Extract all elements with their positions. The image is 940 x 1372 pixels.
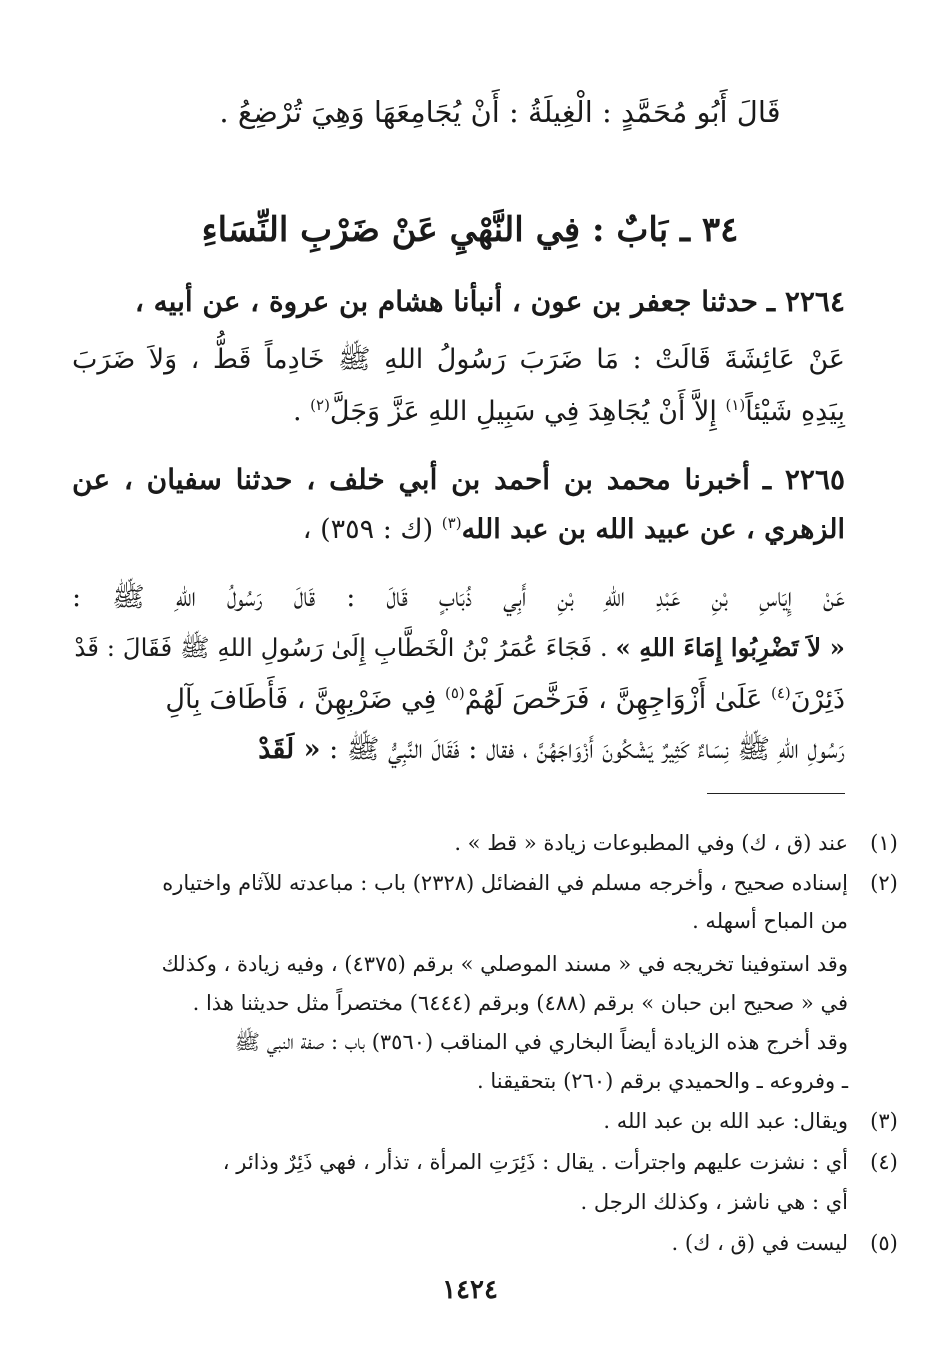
footnote-2-line: ـ وفروعه ـ والحميدي برقم (٢٦٠) بتحقيقنا . [476,1069,848,1093]
hadith-2265-isnad-line1 [72,460,845,500]
source-ref: (ك : ٣٥٩) ، [302,514,442,545]
footnote-text: عند (ق ، ك) وفي المطبوعات زيادة « قط » . [454,831,848,855]
footnote-number: (٤) [870,1150,898,1174]
footnote-text: ليست في (ق ، ك) . [671,1231,848,1255]
footnote-2-line: وقد أخرج هذه الزيادة أيضاً البخاري في المناقب (٣٥٦٠) باب : صفة النبي ﷺ [234,1030,848,1054]
hadith-2264-matn-line1: عَنْ عَائِشَةَ قَالَتْ : مَا ضَرَبَ رَسُولُ اللهِ ﷺ خَادِماً قَطُّ ، وَلاَ ضَرَبَ [72,344,845,375]
hadith-2265-matn-line4 [72,730,845,770]
matn-text: . فَجَاءَ عُمَرُ بْنُ الْخَطَّابِ إِلَىٰ رَسُولِ اللهِ ﷺ فَقَالَ : قَدْ [74,633,616,662]
footnote-5 [72,1226,898,1260]
footnote-ref-3[interactable]: (٣) [441,514,462,532]
footnote-number: (٢) [870,871,898,895]
footnote-number: (١) [870,831,898,855]
footnote-separator [707,793,845,794]
footnote-4-line: أي : هي ناشز ، وكذلك الرجل . [580,1190,848,1214]
hadith-2265-matn-line2 [72,628,845,668]
hadith-number: ٢٢٦٤ ـ [766,285,845,318]
matn-text: فِي ضَرْبِهِنَّ ، فَأَطَافَ بِآلِ [165,684,445,715]
hadith-isnad: أخبرنا محمد بن أحمد بن أبي خلف ، حدثنا سفيان ، عن [72,463,750,496]
prophetic-saying: « لاَ تَضْرِبُوا إِمَاءَ اللهِ » [615,633,845,662]
footnote-ref-5[interactable]: (٥) [445,684,465,702]
footnote-text: أي : نشزت عليهم واجترأت . يقال : ذَئِرَتِ المرأة ، تذأر ، فهي ذَئِرٌ وذائر ، [222,1150,848,1174]
hadith-2265-matn-line3 [72,680,845,720]
footnote-3 [72,1104,898,1138]
top-line: قَالَ أَبُو مُحَمَّدٍ : الْغِيلَةُ : أَنْ يُجَامِعَهَا وَهِيَ تُرْضِعُ . [219,95,781,129]
footnote-2-line: وقد استوفينا تخريجه في « مسند الموصلي » برقم (٤٣٧٥) ، وفيه زيادة ، وكذلك [161,952,848,976]
footnote-2-line: في « صحيح ابن حبان » برقم (٤٨٨) وبرقم (٦٤٤٤) مختصراً مثل حديثنا هذا . [192,991,848,1015]
hadith-2264-isnad [72,282,845,322]
matn-text: رَسُولِ اللهِ ﷺ نِسَاءٌ كَثِيرٌ يَشْكُونَ أَزْوَاجَهُنَّ ، فقال : فَقَالَ النَّبِيُّ ﷺ : [320,734,845,765]
page-number: ١٤٢٤ [442,1275,498,1305]
hadith-number: ٢٢٦٥ ـ [762,463,846,496]
footnote-1 [72,826,898,860]
footnote-number: (٥) [870,1231,898,1255]
footnote-4 [72,1145,898,1179]
footnote-ref-1[interactable]: (١) [725,396,746,414]
footnote-text: ويقال: عبد الله بن عبد الله . [603,1109,848,1133]
hadith-2265-matn-line1: عَنْ إِيَاسِ بْنِ عَبْدِ اللهِ بْنِ أَبِي ذُبَابٍ قَالَ : قَالَ رَسُولُ اللهِ ﷺ : [72,582,845,613]
footnote-2-line: من المباح أسهله . [692,909,848,933]
hadith-2265-isnad-line2 [72,510,845,550]
footnote-number: (٣) [870,1109,898,1133]
prophetic-saying: « لَقَدْ [258,734,321,765]
matn-text: عَلَىٰ أَزْوَاجِهِنَّ ، فَرَخَّصَ لَهُمْ [464,684,771,715]
footnote-ref-2[interactable]: (٢) [310,396,330,414]
matn-text: ذَئِرْنَ [790,684,845,715]
hadith-2264-matn-line2 [72,392,845,432]
footnote-ref-4[interactable]: (٤) [770,684,791,702]
hadith-isnad: حدثنا جعفر بن عون ، أنبأنا هشام بن عروة ، عن أبيه ، [134,285,758,318]
matn-text: إِلاَّ أَنْ يُجَاهِدَ فِي سَبِيلِ اللهِ عَزَّ وَجَلَّ [329,396,726,427]
chapter-heading: ٣٤ ـ بَابٌ : فِي النَّهْيِ عَنْ ضَرْبِ النِّسَاءِ [201,210,739,250]
matn-text: . [292,396,311,427]
hadith-isnad: الزهري ، عن عبيد الله بن عبد الله [461,514,845,545]
footnote-2 [72,866,898,900]
footnote-text: إسناده صحيح ، وأخرجه مسلم في الفضائل (٢٣٢٨) باب : مباعدته للآثام واختياره [162,871,848,895]
matn-text: بِيَدِهِ شَيْئاً [745,396,845,427]
